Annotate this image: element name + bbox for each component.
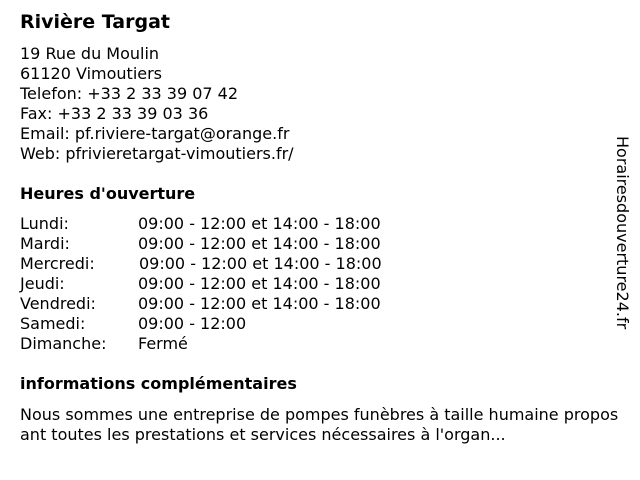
email-address: Email: pf.riviere-targat@orange.fr xyxy=(20,124,290,143)
business-description: Nous sommes une entreprise de pompes funèbres à taille humaine proposant toutes les prestations et services nécessaires à l'organ... xyxy=(20,405,619,444)
hours-row-tuesday xyxy=(20,234,440,254)
address-street: 19 Rue du Moulin xyxy=(20,44,160,63)
contact-block xyxy=(20,44,294,164)
day-label: Jeudi: xyxy=(20,274,65,293)
time-range: 09:00 - 12:00 et 14:00 - 18:00 xyxy=(138,294,381,313)
time-range: 09:00 - 12:00 et 14:00 - 18:00 xyxy=(138,234,381,253)
opening-hours-table xyxy=(20,214,440,354)
time-range: 09:00 - 12:00 et 14:00 - 18:00 xyxy=(138,274,381,293)
hours-row-sunday xyxy=(20,334,440,354)
business-name: Rivière Targat xyxy=(20,11,171,33)
address-city: 61120 Vimoutiers xyxy=(20,64,163,83)
day-label: Mardi: xyxy=(20,234,70,253)
hours-row-friday xyxy=(20,294,440,314)
day-label: Vendredi: xyxy=(20,294,96,313)
opening-hours-heading: Heures d'ouverture xyxy=(20,184,196,203)
additional-info-heading: informations complémentaires xyxy=(20,374,297,393)
hours-row-thursday xyxy=(20,274,440,294)
day-label: Mercredi: xyxy=(20,254,95,273)
hours-row-wednesday xyxy=(20,254,440,274)
day-label: Samedi: xyxy=(20,314,86,333)
time-range: Fermé xyxy=(138,334,188,353)
website-address: Web: pfrivieretargat-vimoutiers.fr/ xyxy=(20,144,294,163)
day-label: Lundi: xyxy=(20,214,69,233)
time-range: 09:00 - 12:00 xyxy=(138,314,247,333)
phone-number: Telefon: +33 2 33 39 07 42 xyxy=(20,84,239,103)
hours-row-monday xyxy=(20,214,440,234)
time-range: 09:00 - 12:00 et 14:00 - 18:00 xyxy=(138,214,381,233)
day-label: Dimanche: xyxy=(20,334,107,353)
fax-number: Fax: +33 2 33 39 03 36 xyxy=(20,104,209,123)
site-watermark: Horairesdouverture24.fr xyxy=(613,136,632,330)
time-range: 09:00 - 12:00 et 14:00 - 18:00 xyxy=(139,254,382,273)
hours-row-saturday xyxy=(20,314,440,334)
